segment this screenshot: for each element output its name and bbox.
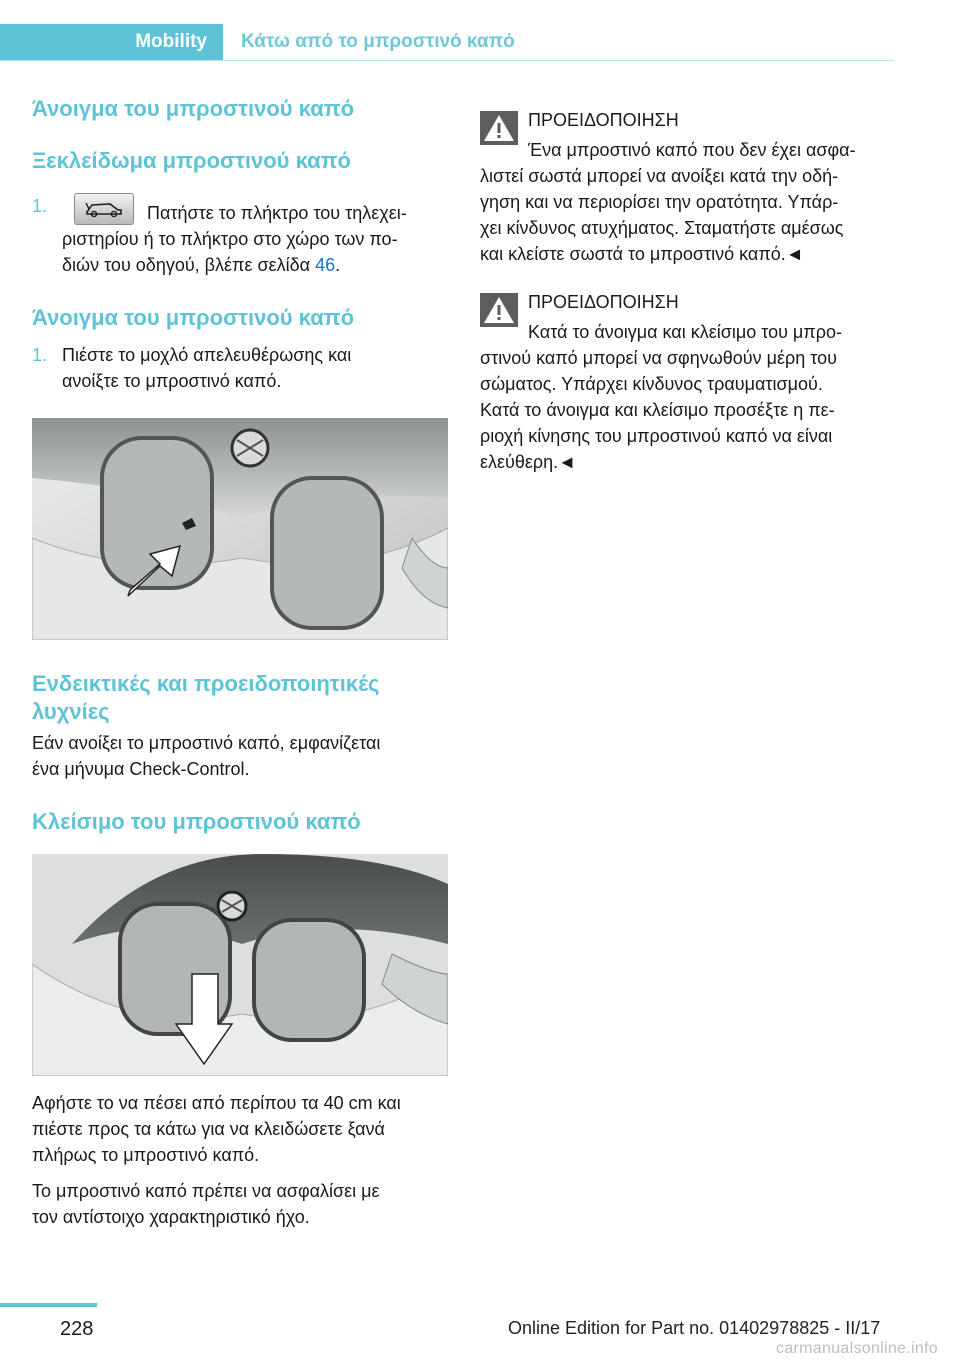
warning-line: ριοχή κίνησης του μπροστινού καπό να είναι — [480, 426, 833, 446]
section-tab[interactable]: Mobility — [0, 24, 223, 60]
edition-text: Online Edition for Part no. 01402978825 - II/17 — [508, 1318, 881, 1338]
unlock-heading: Ξεκλείδωμα μπροστινού καπό — [32, 148, 351, 173]
left-column — [32, 95, 448, 1230]
lights-text-b: ένα μήνυμα Check-Control. — [32, 759, 250, 779]
step-number: 1. — [32, 196, 48, 216]
section-title: Άνοιγμα του μπροστινού καπό — [32, 96, 355, 121]
lock-text-a: Το μπροστινό καπό πρέπει να ασφαλίσει με — [32, 1181, 380, 1201]
unlock-step-end: . — [335, 255, 341, 275]
right-column — [480, 107, 894, 475]
warning-line: Κατά το άνοιγμα και κλείσιμο του μπρο- — [528, 322, 842, 342]
lights-heading-b: λυχνίες — [32, 699, 110, 724]
open-step — [32, 342, 448, 394]
warning-line: ελεύθερη.◄ — [480, 452, 576, 472]
watermark: carmanualsonline.info — [776, 1340, 938, 1357]
close-text-b: πιέστε προς τα κάτω για να κλειδώσετε ξανά — [32, 1119, 385, 1139]
warning-line: στινού καπό μπορεί να σφηνωθούν μέρη του — [480, 348, 837, 368]
close-heading: Κλείσιμο του μπροστινού καπό — [32, 809, 361, 834]
warning-block-1 — [480, 107, 894, 267]
warning-block-2 — [480, 289, 894, 475]
page-header — [0, 24, 894, 62]
lock-text — [32, 1178, 448, 1230]
chapter-title[interactable]: Κάτω από το μπροστινό καπό — [241, 31, 515, 52]
step-number: 1. — [32, 345, 48, 365]
lights-text — [32, 730, 448, 782]
page-number: 228 — [60, 1318, 94, 1340]
unlock-step-text-a: Πατήστε το πλήκτρο του τηλεχει- — [147, 203, 407, 223]
warning-line: Κατά το άνοιγμα και κλείσιμο προσέξτε η πε- — [480, 400, 835, 420]
unlock-step — [32, 193, 448, 278]
hood-release-photo — [32, 418, 448, 640]
warning-line: γηση και να περιορίσει την ορατότητα. Υπάρ- — [480, 192, 839, 212]
warning-icon — [480, 111, 518, 145]
warning-line: χει κίνδυνος ατυχήματος. Σταματήστε αμέσως — [480, 218, 844, 238]
unlock-step-text-c: διών του οδηγού, βλέπε σελίδα — [62, 255, 311, 275]
warning-line: Ένα μπροστινό καπό που δεν έχει ασφα- — [528, 140, 856, 160]
warning-line: λιστεί σωστά μπορεί να ανοίξει κατά την οδή- — [480, 166, 839, 186]
close-text-c: πλήρως το μπροστινό καπό. — [32, 1145, 260, 1165]
close-text-a: Αφήστε το να πέσει από περίπου τα 40 cm και — [32, 1093, 401, 1113]
warning-line: σώματος. Υπάρχει κίνδυνος τραυματισμού. — [480, 374, 823, 394]
open-step-text-a: Πιέστε το μοχλό απελευθέρωσης και — [62, 345, 352, 365]
unlock-step-text-b: ριστηρίου ή το πλήκτρο στο χώρο των πο- — [62, 229, 398, 249]
warning-icon — [480, 293, 518, 327]
page-link[interactable]: 46 — [315, 255, 336, 275]
front-hood-key-icon — [74, 193, 134, 225]
lights-heading-a: Ενδεικτικές και προειδοποιητικές — [32, 671, 380, 696]
open-step-text-b: ανοίξτε το μπροστινό καπό. — [62, 371, 282, 391]
open-heading: Άνοιγμα του μπροστινού καπό — [32, 305, 355, 330]
lights-heading — [32, 670, 448, 726]
footer-accent-line — [0, 1303, 97, 1307]
warning-title: ΠΡΟΕΙΔΟΠΟΙΗΣΗ — [528, 292, 679, 312]
warning-line: και κλείστε σωστά το μπροστινό καπό.◄ — [480, 244, 804, 264]
hood-closing-photo — [32, 854, 448, 1076]
warning-title: ΠΡΟΕΙΔΟΠΟΙΗΣΗ — [528, 110, 679, 130]
header-rule — [0, 60, 894, 61]
close-text — [32, 1090, 448, 1168]
lights-text-a: Εάν ανοίξει το μπροστινό καπό, εμφανίζεται — [32, 733, 381, 753]
lock-text-b: τον αντίστοιχο χαρακτηριστικό ήχο. — [32, 1207, 310, 1227]
